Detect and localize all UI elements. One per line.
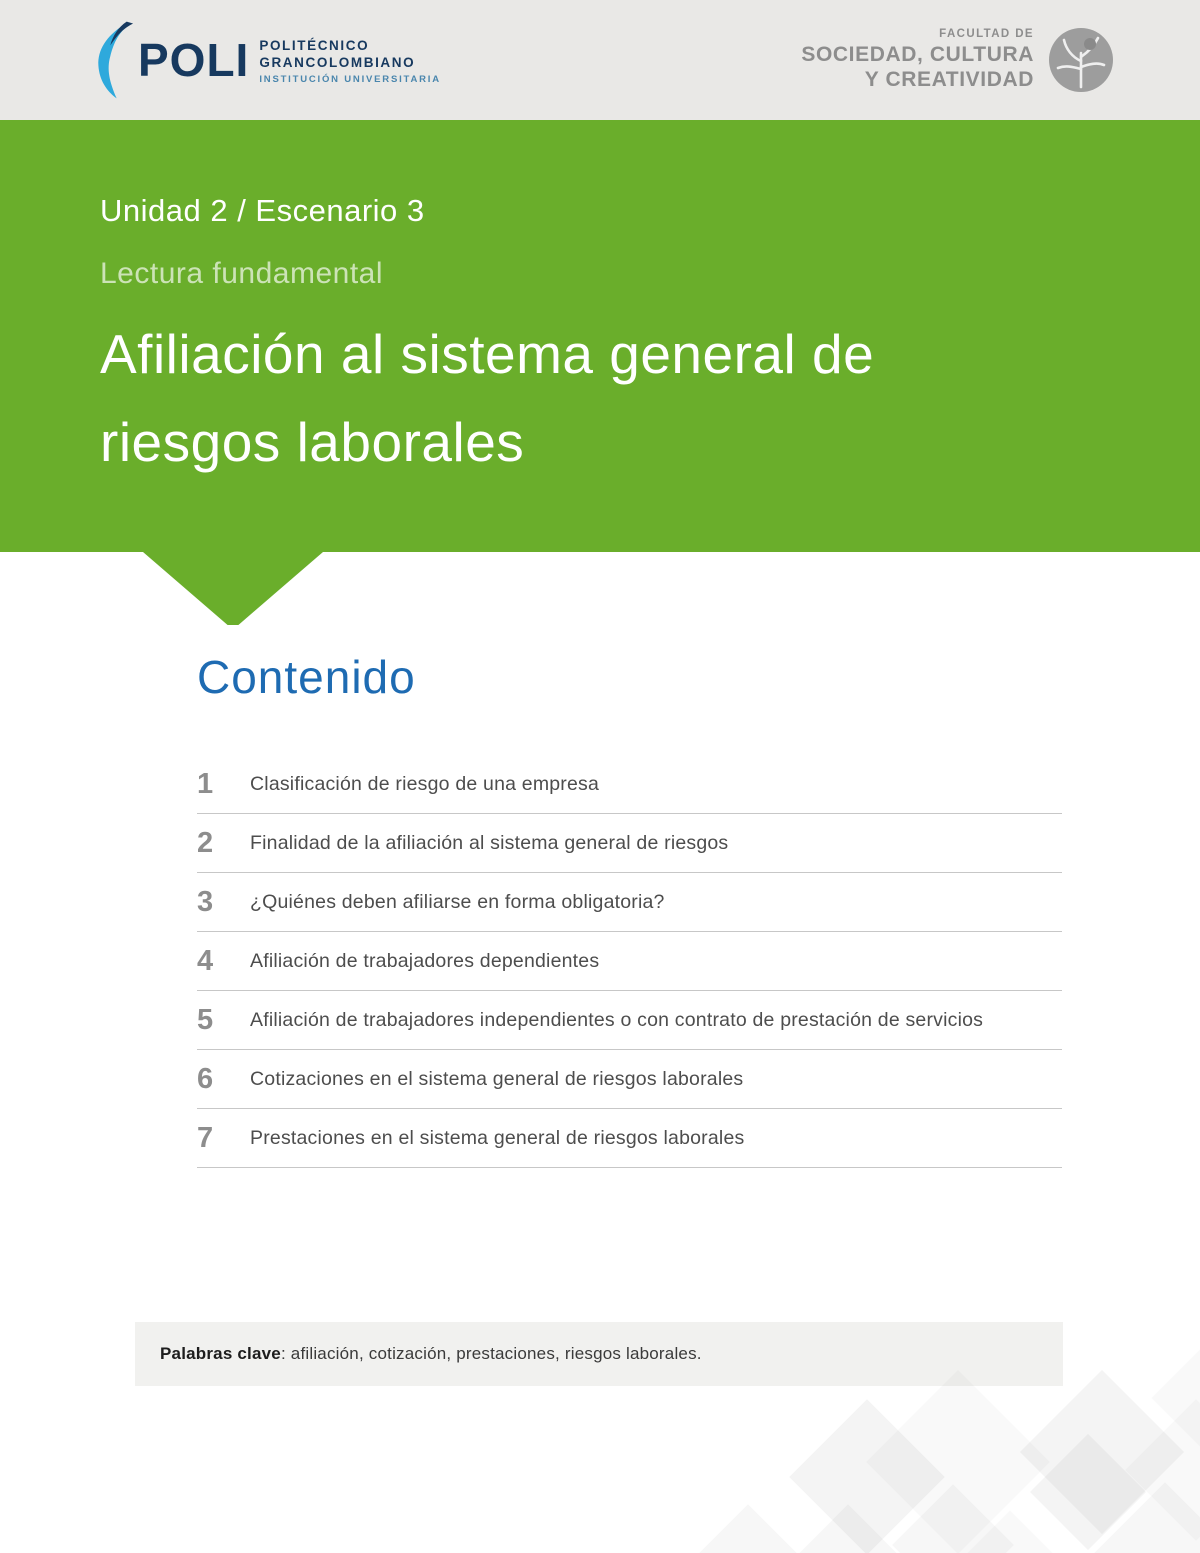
faculty-name bbox=[801, 27, 1034, 93]
faculty-overline: FACULTAD DE bbox=[939, 27, 1034, 40]
poli-name-block bbox=[259, 34, 441, 87]
keywords-label: Palabras clave bbox=[160, 1344, 281, 1363]
diamond-shape bbox=[866, 1370, 1050, 1553]
toc-label: Afiliación de trabajadores dependientes bbox=[250, 949, 600, 972]
toc-label: Clasificación de riesgo de una empresa bbox=[250, 772, 600, 795]
toc-row bbox=[197, 755, 1062, 814]
faculty-block bbox=[801, 27, 1114, 93]
toc-label: ¿Quiénes deben afiliarse en forma obligatoria? bbox=[250, 890, 665, 913]
toc-number: 7 bbox=[197, 1121, 214, 1154]
toc-label: Prestaciones en el sistema general de riesgos laborales bbox=[250, 1126, 745, 1149]
toc-row bbox=[197, 814, 1062, 873]
poli-name-line1: POLITÉCNICO bbox=[259, 37, 370, 53]
toc-row bbox=[197, 1109, 1062, 1168]
diamond-shape bbox=[789, 1399, 945, 1553]
toc-row bbox=[197, 932, 1062, 991]
title-banner bbox=[0, 120, 1200, 552]
diamond-shape bbox=[694, 1504, 801, 1553]
toc-number: 6 bbox=[197, 1062, 214, 1095]
diamond-shape bbox=[1030, 1434, 1146, 1550]
unit-label: Unidad 2 / Escenario 3 bbox=[100, 193, 425, 228]
faculty-line2: Y CREATIVIDAD bbox=[864, 68, 1034, 92]
toc-number: 3 bbox=[197, 885, 214, 918]
table-of-contents bbox=[197, 755, 1062, 1168]
faculty-line1: SOCIEDAD, CULTURA bbox=[801, 42, 1034, 66]
poli-name-line2: GRANCOLOMBIANO bbox=[259, 54, 416, 70]
poli-logo bbox=[92, 19, 441, 101]
diamond-shape bbox=[1020, 1370, 1184, 1534]
poli-swoosh-icon bbox=[92, 19, 134, 101]
header-band bbox=[0, 0, 1200, 120]
toc-number: 1 bbox=[197, 767, 214, 800]
diamond-shape bbox=[784, 1504, 911, 1553]
toc-label: Finalidad de la afiliación al sistema general de riesgos bbox=[250, 831, 729, 854]
toc-row bbox=[197, 1050, 1062, 1109]
contents-heading: Contenido bbox=[197, 651, 416, 703]
toc-number: 5 bbox=[197, 1003, 214, 1036]
poli-wordmark: POLI bbox=[138, 34, 250, 86]
banner-pointer bbox=[143, 552, 323, 625]
toc-label: Cotizaciones en el sistema general de riesgos laborales bbox=[250, 1067, 744, 1090]
faculty-emblem-icon bbox=[1048, 27, 1114, 93]
toc-number: 2 bbox=[197, 826, 214, 859]
toc-row bbox=[197, 873, 1062, 932]
diamond-shape bbox=[892, 1484, 1014, 1553]
keywords-box bbox=[135, 1322, 1063, 1386]
toc-number: 4 bbox=[197, 944, 214, 977]
diamond-shape bbox=[1151, 1334, 1200, 1461]
keywords-text bbox=[160, 1344, 702, 1364]
toc-row bbox=[197, 991, 1062, 1050]
diamond-shape bbox=[961, 1511, 1060, 1553]
diamond-shape bbox=[1125, 1399, 1200, 1540]
document-title: Afiliación al sistema general de riesgos laborales bbox=[100, 323, 875, 474]
keywords-list: : afiliación, cotización, prestaciones, riesgos laborales. bbox=[280, 1344, 702, 1363]
toc-label: Afiliación de trabajadores independientes o con contrato de prestación de servicios bbox=[250, 1008, 984, 1031]
poli-name-line3: INSTITUCIÓN UNIVERSITARIA bbox=[259, 74, 441, 86]
reading-type-label: Lectura fundamental bbox=[100, 257, 384, 291]
diamond-shape bbox=[1087, 1482, 1200, 1553]
